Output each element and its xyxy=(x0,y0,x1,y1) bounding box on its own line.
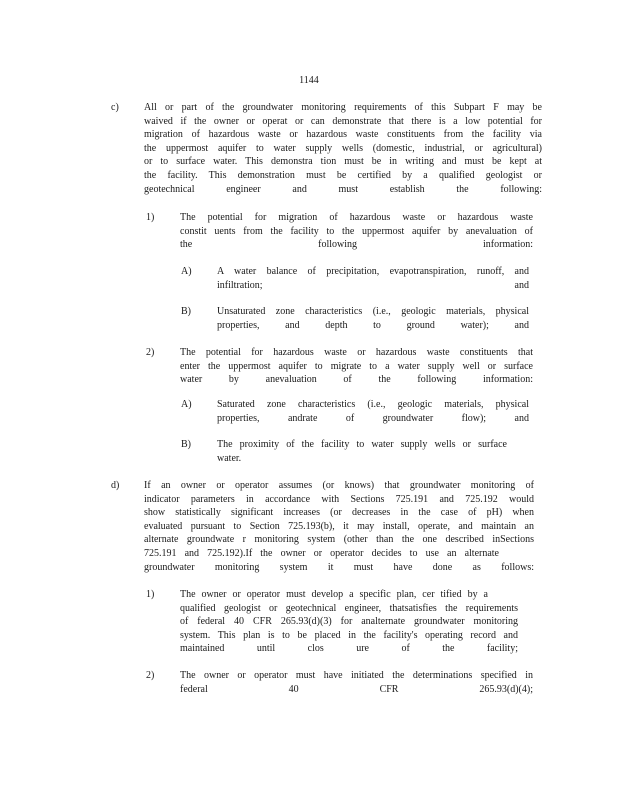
text-line: The potential for hazardous waste or hazardous waste constituents that xyxy=(180,347,533,358)
item-d-1-text xyxy=(180,588,518,656)
text-line: groundwater monitoring system it must have done as follows: xyxy=(144,561,534,573)
item-marker: 1) xyxy=(146,212,155,223)
text-line: infiltration; and xyxy=(217,279,529,291)
item-c-1-text xyxy=(180,211,533,252)
text-line: evaluated pursuant to Section 725.193(b), it may install, operate, and maintain an xyxy=(144,520,534,532)
text-line: federal 40 CFR 265.93(d)(4); xyxy=(180,683,533,695)
subitem-marker: B) xyxy=(181,306,191,317)
page-number: 1144 xyxy=(299,75,319,86)
subitem-marker: A) xyxy=(181,266,192,277)
text-line: geotechnical engineer and must establish the following: xyxy=(144,183,542,195)
item-d-2-text xyxy=(180,669,533,696)
text-line: or to surface water. This demonstra tion must be in writing and must be kept at xyxy=(144,156,542,168)
text-line: of federal 40 CFR 265.93(d)(3) for analternate groundwater monitoring xyxy=(180,616,518,628)
text-line: alternate groundwate r monitoring system (other than the one described inSections xyxy=(144,534,534,546)
text-line: Unsaturated zone characteristics (i.e., geologic materials, physical xyxy=(217,306,529,317)
text-line: The potential for migration of hazardous waste or hazardous waste xyxy=(180,212,533,223)
text-line: properties, and depth to ground water); and xyxy=(217,319,529,331)
section-marker: c) xyxy=(111,102,119,113)
text-line: All or part of the groundwater monitoring requirements of this Subpart F may be xyxy=(144,102,542,113)
item-c-1-b-text xyxy=(217,305,529,332)
text-line: The owner or operator must develop a specific plan, cer tified by a xyxy=(180,589,488,600)
section-marker: d) xyxy=(111,480,120,491)
section-c-text xyxy=(144,101,542,196)
subitem-marker: B) xyxy=(181,439,191,450)
text-line: the uppermost aquifer to water supply wells (domestic, industrial, or agricultural) xyxy=(144,142,542,154)
text-line: show statistically significant increases (or decreases in the case of pH) when xyxy=(144,507,534,519)
item-c-2-a-text xyxy=(217,398,529,425)
text-line: enter the uppermost aquifer to migrate to a water supply well or surface xyxy=(180,360,533,372)
item-marker: 2) xyxy=(146,670,155,681)
text-line: water. xyxy=(217,452,242,464)
item-c-1-a-text xyxy=(217,265,529,292)
item-c-2-b-text xyxy=(217,438,507,465)
text-line: water by anevaluation of the following information: xyxy=(180,374,533,386)
text-line: A water balance of precipitation, evapotranspiration, runoff, and xyxy=(217,266,529,277)
text-line: qualified geologist or geotechnical engineer, thatsatisfies the requirements xyxy=(180,602,518,614)
subitem-marker: A) xyxy=(181,399,192,410)
item-c-2-text xyxy=(180,346,533,387)
text-line: waived if the owner or operat or can demonstrate that there is a low potential for xyxy=(144,115,542,127)
text-line: the following information: xyxy=(180,239,533,251)
text-line: The proximity of the facility to water supply wells or surface xyxy=(217,439,507,450)
text-line: If an owner or operator assumes (or knows) that groundwater monitoring of xyxy=(144,480,534,491)
section-d-text xyxy=(144,479,534,574)
text-line: The owner or operator must have initiated the determinations specified in xyxy=(180,670,533,681)
text-line: maintained until clos ure of the facility; xyxy=(180,643,518,655)
text-line: constit uents from the facility to the uppermost aquifer by anevaluation of xyxy=(180,225,533,237)
text-line: migration of hazardous waste or hazardous waste constituents from the facility via xyxy=(144,129,542,141)
item-marker: 1) xyxy=(146,589,155,600)
text-line: system. This plan is to be placed in the facility's operating record and xyxy=(180,629,518,641)
text-line: indicator parameters in accordance with Sections 725.191 and 725.192 would xyxy=(144,493,534,505)
text-line: 725.191 and 725.192).If the owner or operator decides to use an alternate xyxy=(144,547,499,559)
item-marker: 2) xyxy=(146,347,155,358)
text-line: Saturated zone characteristics (i.e., geologic materials, physical xyxy=(217,399,529,410)
text-line: properties, andrate of groundwater flow); and xyxy=(217,412,529,424)
text-line: the facility. This demonstration must be certified by a qualified geologist or xyxy=(144,169,542,181)
